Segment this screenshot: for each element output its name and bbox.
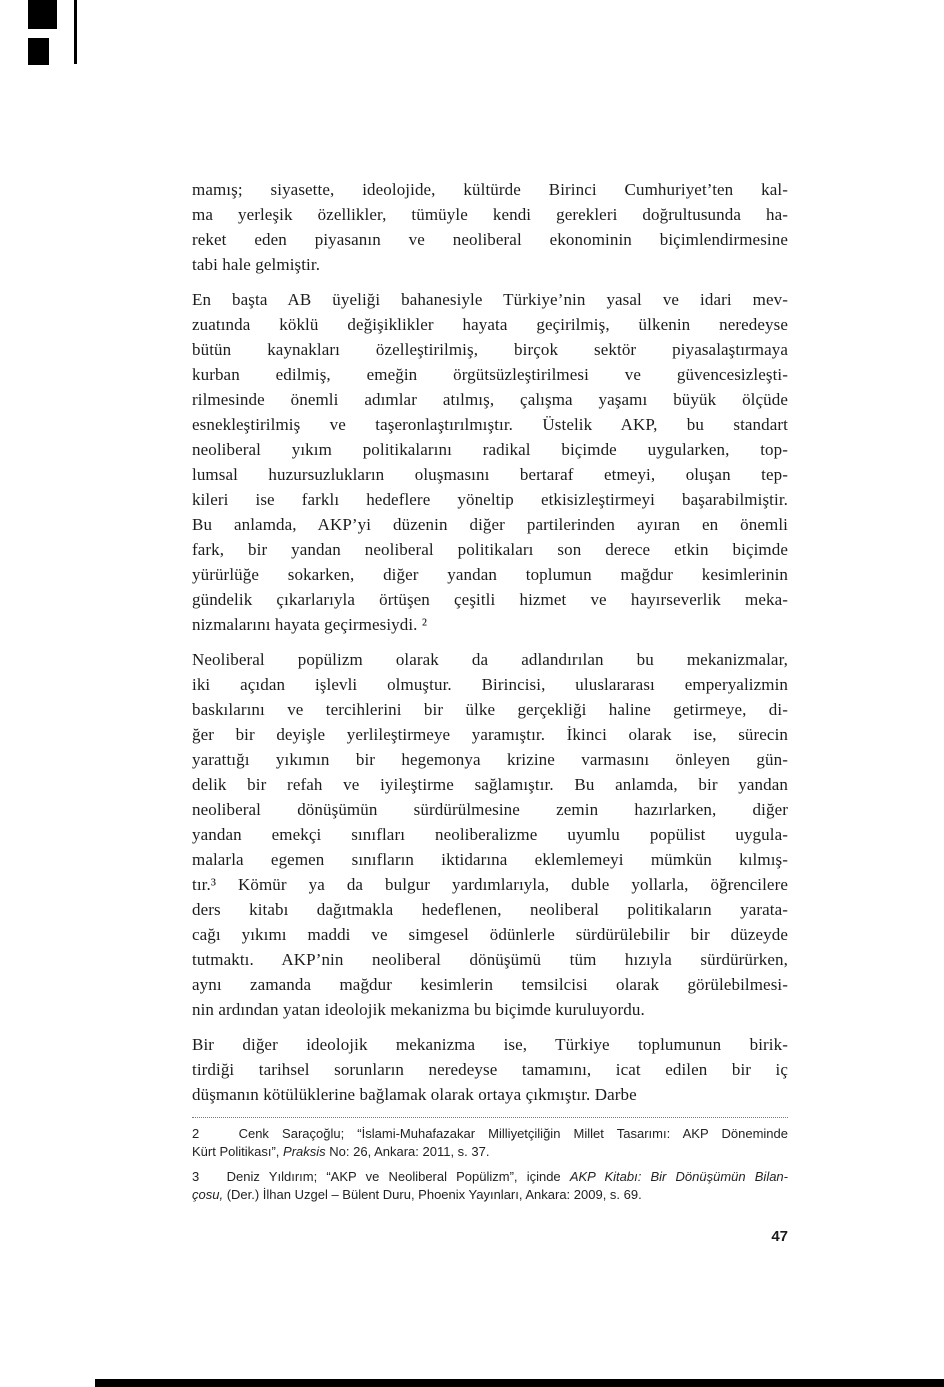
text-line: yarattığı yıkımın bir hegemonya krizine varmasını önleyen gün-: [192, 750, 788, 769]
footnote-text: 3 Deniz Yıldırım; “AKP ve Neoliberal Popülizm”, içinde: [192, 1169, 570, 1184]
text-line: aynı zamanda mağdur kesimlerin temsilcisi olarak görülebilmesi-: [192, 975, 788, 994]
scan-crop-mark-top-2: [28, 38, 49, 65]
footnote-title-italic: AKP Kitabı: Bir Dönüşümün Bilan-: [569, 1169, 788, 1184]
footnote-text: 2 Cenk Saraçoğlu; “İslami-Muhafazakar Milliyetçiliğin Millet Tasarımı: AKP Döneminde: [192, 1126, 788, 1141]
text-line: esnekleştirilmiş ve taşeronlaştırılmıştır. Üstelik AKP, bu standart: [192, 415, 788, 434]
text-line: nin ardından yatan ideolojik mekanizma bu biçimde kuruluyordu.: [192, 1000, 645, 1019]
text-line: nizmalarını hayata geçirmesiydi. ²: [192, 615, 428, 634]
footnote-text: Kürt Politikası”,: [192, 1144, 284, 1159]
text-column: [192, 177, 788, 1211]
text-line: tır.³ Kömür ya da bulgur yardımlarıyla, duble yollarla, öğrencilere: [192, 875, 788, 894]
text-line: rilmesinde önemli adımlar atılmış, çalışma yaşamı büyük ölçüde: [192, 390, 788, 409]
text-line: malarla egemen sınıfların iktidarına eklemlemeyi mümkün kılmış-: [192, 850, 788, 869]
text-line: iki açıdan işlevli olmuştur. Birincisi, uluslararası emperyalizmin: [192, 675, 788, 694]
text-line: tabi hale gelmiştir.: [192, 255, 321, 274]
text-line: zuatında köklü değişiklikler hayata geçirilmiş, ülkenin neredeyse: [192, 315, 788, 334]
paragraph: [192, 177, 788, 277]
page-number: 47: [771, 1228, 788, 1245]
scan-vertical-line: [74, 0, 77, 64]
text-line: lumsal huzursuzlukların oluşmasını bertaraf etmeyi, oluşan tep-: [192, 465, 788, 484]
footnote-line: [192, 1186, 788, 1204]
footnote-title-italic: çosu,: [192, 1187, 224, 1202]
text-line: Bu anlamda, AKP’yi düzenin diğer partilerinden ayıran en önemli: [192, 515, 788, 534]
scan-bottom-bar: [95, 1379, 944, 1387]
text-line: gündelik çıkarlarıyla örtüşen çeşitli hizmet ve hayırseverlik meka-: [192, 590, 788, 609]
text-line: neoliberal yıkım politikalarını radikal biçimde uygularken, top-: [192, 440, 788, 459]
text-line: fark, bir yandan neoliberal politikaları son derece etkin biçimde: [192, 540, 788, 559]
text-line: neoliberal dönüşümün sürdürülmesine zemin hazırlarken, diğer: [192, 800, 788, 819]
text-line: düşmanın kötülüklerine bağlamak olarak ortaya çıkmıştır. Darbe: [192, 1085, 637, 1104]
scan-crop-mark-top-1: [28, 0, 57, 29]
text-line: bütün kaynakları özelleştirilmiş, birçok sektör piyasalaştırmaya: [192, 340, 788, 359]
text-line: tutmaktı. AKP’nin neoliberal dönüşümü tüm hızıyla sürdürürken,: [192, 950, 788, 969]
text-line: Neoliberal popülizm olarak da adlandırılan bu mekanizmalar,: [192, 650, 788, 669]
text-line: ders kitabı dağıtmakla hedeflenen, neoliberal politikaların yarata-: [192, 900, 788, 919]
text-line: ğer bir deyişle yerlileştirmeye yaramıştır. İkinci olarak ise, sürecin: [192, 725, 788, 744]
footnote-text: No: 26, Ankara: 2011, s. 37.: [325, 1144, 490, 1159]
text-line: reket eden piyasanın ve neoliberal ekonominin biçimlendirmesine: [192, 230, 788, 249]
text-line: En başta AB üyeliği bahanesiyle Türkiye’nin yasal ve idari mev-: [192, 290, 788, 309]
paragraph: [192, 1032, 788, 1107]
text-line: kurban edilmiş, emeğin örgütsüzleştirilmesi ve güvencesizleşti-: [192, 365, 788, 384]
paragraph: [192, 287, 788, 637]
footnote-separator: [192, 1117, 788, 1118]
footnote-line: [192, 1143, 788, 1161]
text-line: yandan emekçi sınıfları neoliberalizme uyumlu popülist uygula-: [192, 825, 788, 844]
text-line: kileri ise farklı hedeflere yöneltip etkisizleştirmeyi başarabilmiştir.: [192, 490, 788, 509]
text-line: baskılarını ve tercihlerini bir ülke gerçekliği haline getirmeye, di-: [192, 700, 788, 719]
body-text: [192, 177, 788, 1107]
footnote-line: [192, 1168, 788, 1186]
footnote-text: (Der.) İlhan Uzgel – Bülent Duru, Phoenix Yayınları, Ankara: 2009, s. 69.: [223, 1187, 642, 1202]
paragraph: [192, 647, 788, 1022]
text-line: mamış; siyasette, ideolojide, kültürde Birinci Cumhuriyet’ten kal-: [192, 180, 788, 199]
text-line: tirdiği tarihsel sorunların neredeyse tamamını, icat edilen bir iç: [192, 1060, 788, 1079]
text-line: delik bir refah ve iyileştirme sağlamıştır. Bu anlamda, bir yandan: [192, 775, 788, 794]
text-line: Bir diğer ideolojik mekanizma ise, Türkiye toplumunun birik-: [192, 1035, 788, 1054]
text-line: ma yerleşik özellikler, tümüyle kendi gerekleri doğrultusunda ha-: [192, 205, 788, 224]
footnotes: [192, 1125, 788, 1204]
text-line: yürürlüğe sokarken, diğer yandan toplumun mağdur kesimlerinin: [192, 565, 788, 584]
footnote: [192, 1168, 788, 1204]
footnote-line: [192, 1125, 788, 1143]
footnote-title-italic: Praksis: [283, 1144, 326, 1159]
footnote: [192, 1125, 788, 1161]
text-line: cağı yıkımı maddi ve simgesel ödünlerle sürdürülebilir bir düzeyde: [192, 925, 788, 944]
